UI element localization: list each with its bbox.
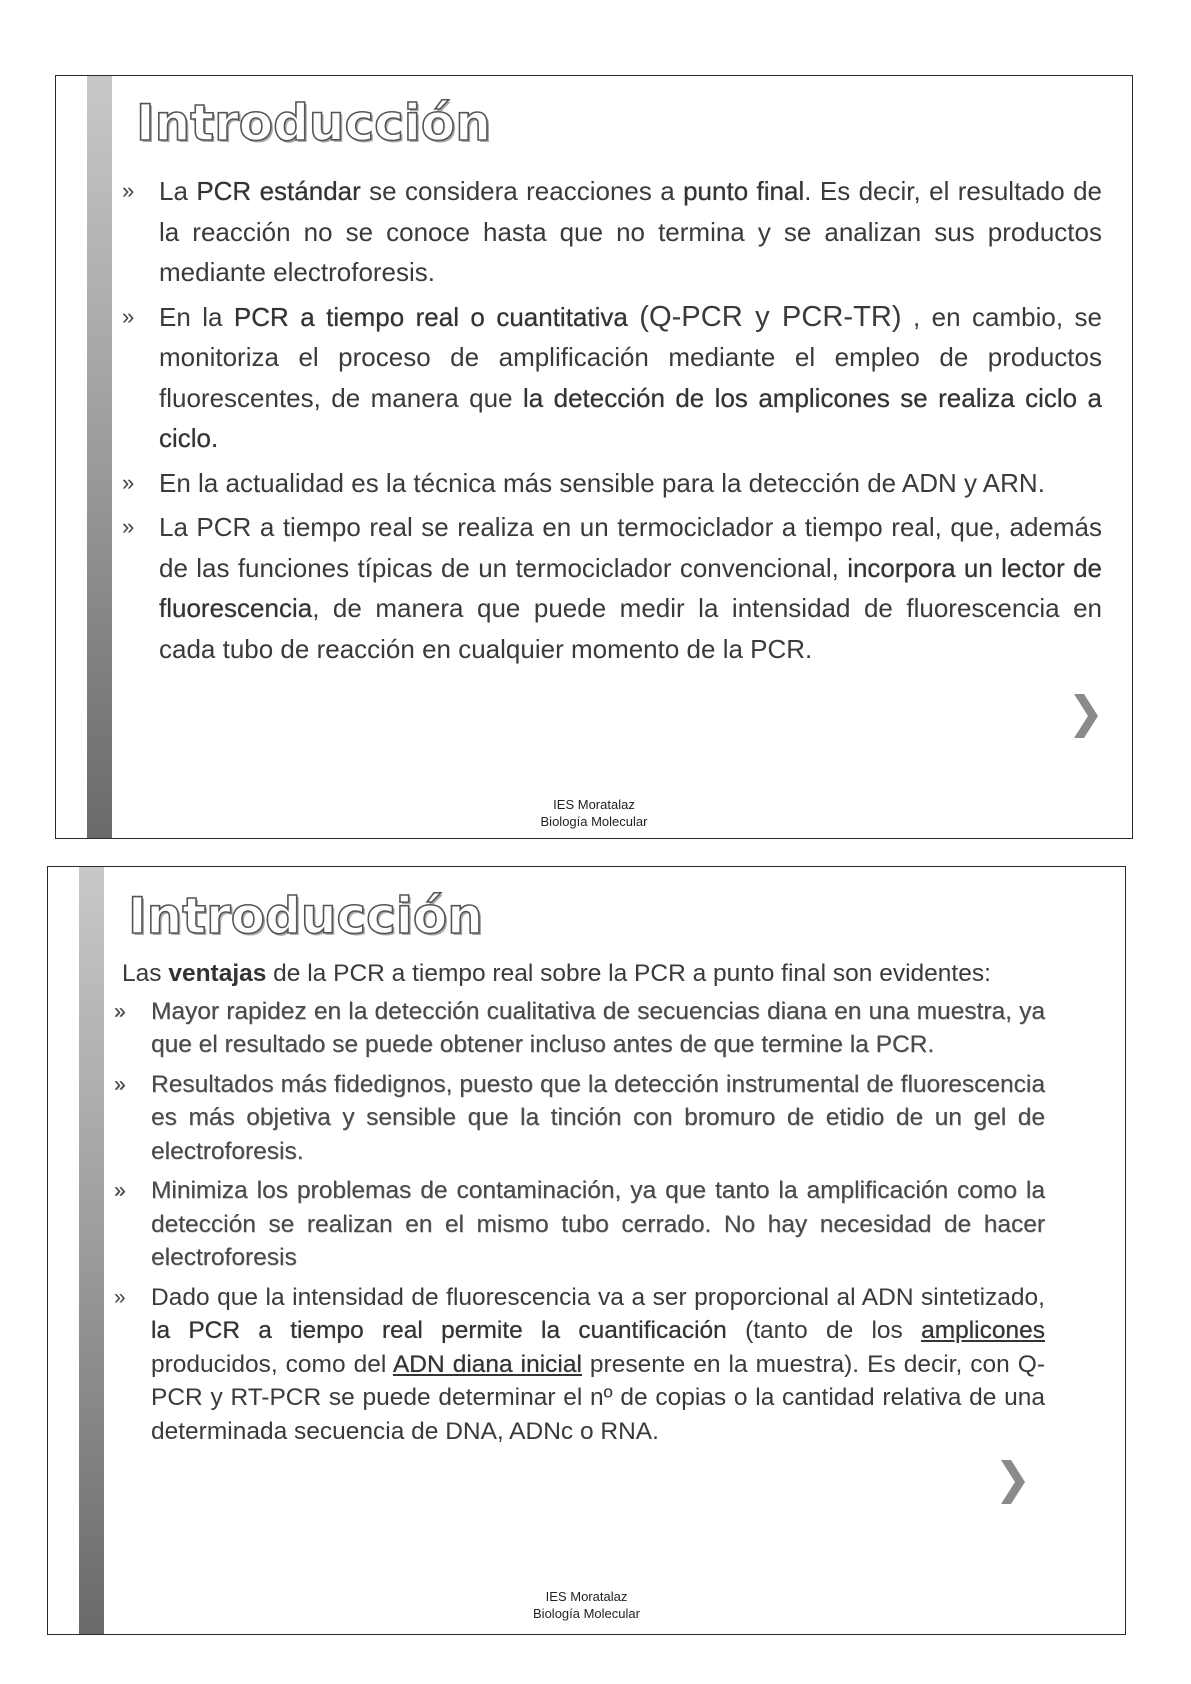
bullet-item: [122, 507, 1102, 669]
bullet-marker-icon: »: [114, 999, 126, 1023]
emphasis-text: la detección de los amplicones se realiza ciclo a ciclo.: [159, 382, 1103, 453]
bullet-item: [114, 995, 1045, 1062]
slide-accent-bar: [87, 76, 112, 838]
emphasis-text: punto final: [683, 176, 805, 206]
abbreviation-text: (Q-PCR y PCR-TR): [639, 300, 902, 333]
bullet-marker-icon: »: [114, 1285, 126, 1309]
bullet-list: [114, 995, 1045, 1449]
slide-title: Introducción: [128, 887, 483, 945]
text-run: , en cambio, se monitoriza el proceso de amplificación mediante el empleo de productos fluorescentes, de manera que: [159, 301, 1102, 413]
emphasis-text: la PCR a tiempo real permite la cuantificación: [151, 1317, 727, 1344]
intro-paragraph: [114, 957, 1045, 991]
text-run: se considera reacciones a: [360, 176, 684, 206]
bullet-marker-icon: »: [122, 303, 135, 329]
slide-1: [55, 75, 1133, 839]
bullet-marker-icon: »: [114, 1072, 126, 1096]
text-run: presente en la muestra). Es decir, con Q-PCR y RT-PCR se puede determinar el nº de copias o la cantidad relativa de una determinada secuencia de DNA, ADNc o RNA.: [151, 1350, 1045, 1445]
bullet-item: [114, 1174, 1045, 1275]
bullet-item: [122, 297, 1102, 459]
footer-school: IES Moratalaz: [545, 1589, 628, 1604]
chevron-right-icon[interactable]: [1072, 694, 1098, 738]
slide-footer: [48, 1588, 1125, 1622]
underlined-emphasis-text: ADN diana inicial: [392, 1350, 582, 1378]
text-run: de la PCR a tiempo real sobre la PCR a punto final son evidentes:: [266, 960, 991, 987]
emphasis-text: PCR a tiempo real o cuantitativa: [233, 301, 628, 332]
underlined-emphasis-text: amplicones: [921, 1317, 1045, 1344]
bullet-item: [114, 1281, 1045, 1449]
text-run: Minimiza los problemas de contaminación, ya que tanto la amplificación como la detección se realizan en el mismo tubo cerrado. No hay necesidad de hacer electroforesis: [151, 1177, 1045, 1271]
footer-school: IES Moratalaz: [553, 797, 635, 812]
text-run: (tanto de los: [726, 1317, 922, 1344]
bullet-marker-icon: »: [122, 514, 135, 539]
slide-content: [122, 171, 1102, 673]
footer-subject: Biología Molecular: [540, 814, 648, 829]
bullet-marker-icon: »: [122, 469, 135, 495]
emphasis-text: ventajas: [168, 960, 267, 987]
text-run: . Es decir, el resultado de la reacción no se conoce hasta que no termina y se analizan sus productos mediante electroforesis.: [159, 176, 1102, 287]
slide-footer: [56, 796, 1132, 830]
emphasis-text: incorpora un lector de fluorescencia: [159, 552, 1103, 623]
emphasis-text: PCR estándar: [196, 176, 361, 206]
bullet-list: [122, 171, 1102, 669]
text-run: Resultados más fidedignos, puesto que la detección instrumental de fluorescencia es más objetiva y sensible que la tinción con bromuro de etidio de un gel de electroforesis.: [151, 1070, 1045, 1165]
footer-subject: Biología Molecular: [533, 1606, 640, 1621]
slide-content: [114, 957, 1045, 1454]
chevron-right-icon[interactable]: [999, 1460, 1025, 1504]
text-run: producidos, como del: [151, 1350, 393, 1378]
text-run: Las: [122, 960, 169, 987]
text-run: La: [159, 176, 197, 206]
text-run: En la: [159, 301, 234, 332]
bullet-marker-icon: »: [114, 1179, 126, 1202]
text-run: Mayor rapidez en la detección cualitativa de secuencias diana en una muestra, ya que el resultado se puede obtener incluso antes de que termine la PCR.: [151, 997, 1045, 1058]
text-run: En la actualidad es la técnica más sensible para la detección de ADN y ARN.: [159, 467, 1045, 498]
bullet-marker-icon: »: [122, 178, 135, 203]
bullet-item: [122, 171, 1102, 293]
slide-accent-bar: [79, 867, 104, 1634]
text-run: Dado que la intensidad de fluorescencia va a ser proporcional al ADN sintetizado,: [151, 1283, 1045, 1311]
slide-title: Introducción: [136, 94, 491, 152]
text-run: , de manera que puede medir la intensidad de fluorescencia en cada tubo de reacción en cualquier momento de la PCR.: [159, 593, 1102, 664]
text-run: [628, 302, 639, 332]
bullet-item: [122, 463, 1102, 504]
text-run: La PCR a tiempo real se realiza en un termociclador a tiempo real, que, además de las funciones típicas de un termociclador convencional,: [159, 512, 1102, 583]
bullet-item: [114, 1068, 1045, 1169]
slide-2: [47, 866, 1126, 1635]
